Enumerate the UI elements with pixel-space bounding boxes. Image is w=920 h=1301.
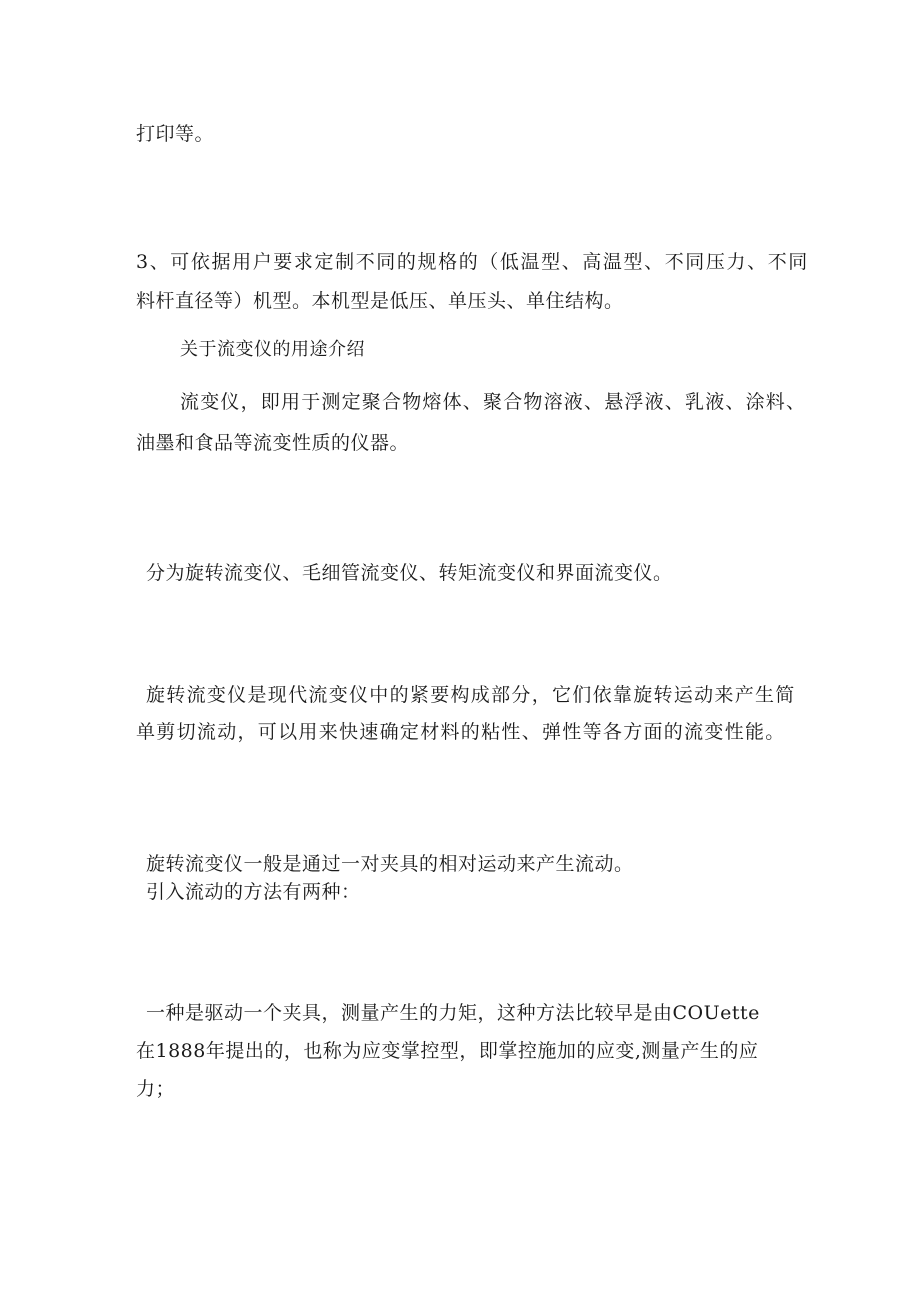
text-line-continuation: 打印等。 [136, 123, 215, 145]
text-line-rotational: 旋转流变仪是现代流变仪中的紧要构成部分，它们依靠旋转运动来产生简 [146, 684, 796, 706]
text-line-method-one-cont: 在1888年提出的，也称为应变掌控型，即掌控施加的应变,测量产生的应 [136, 1040, 759, 1062]
text-line-methods: 引入流动的方法有两种： [146, 881, 361, 903]
text-line-categories: 分为旋转流变仪、毛细管流变仪、转矩流变仪和界面流变仪。 [146, 562, 673, 584]
text-line-item-3-cont: 料杆直径等）机型。本机型是低压、单压头、单住结构。 [136, 290, 624, 312]
text-line-method-one: 一种是驱动一个夹具，测量产生的力矩，这种方法比较早是由COUette [146, 1002, 760, 1024]
section-heading: 关于流变仪的用途介绍 [180, 339, 365, 360]
text-line-rotational-cont: 单剪切流动，可以用来快速确定材料的粘性、弹性等各方面的流变性能。 [136, 721, 786, 743]
text-line-definition: 流变仪，即用于测定聚合物熔体、聚合物溶液、悬浮液、乳液、涂料、 [180, 391, 807, 413]
text-line-method-one-end: 力； [136, 1078, 176, 1100]
text-line-item-3: 3、可依据用户要求定制不同的规格的（低温型、高温型、不同压力、不同 [136, 251, 809, 273]
text-line-definition-cont: 油墨和食品等流变性质的仪器。 [136, 432, 410, 454]
text-line-fixtures: 旋转流变仪一般是通过一对夹具的相对运动来产生流动。 [146, 853, 634, 875]
